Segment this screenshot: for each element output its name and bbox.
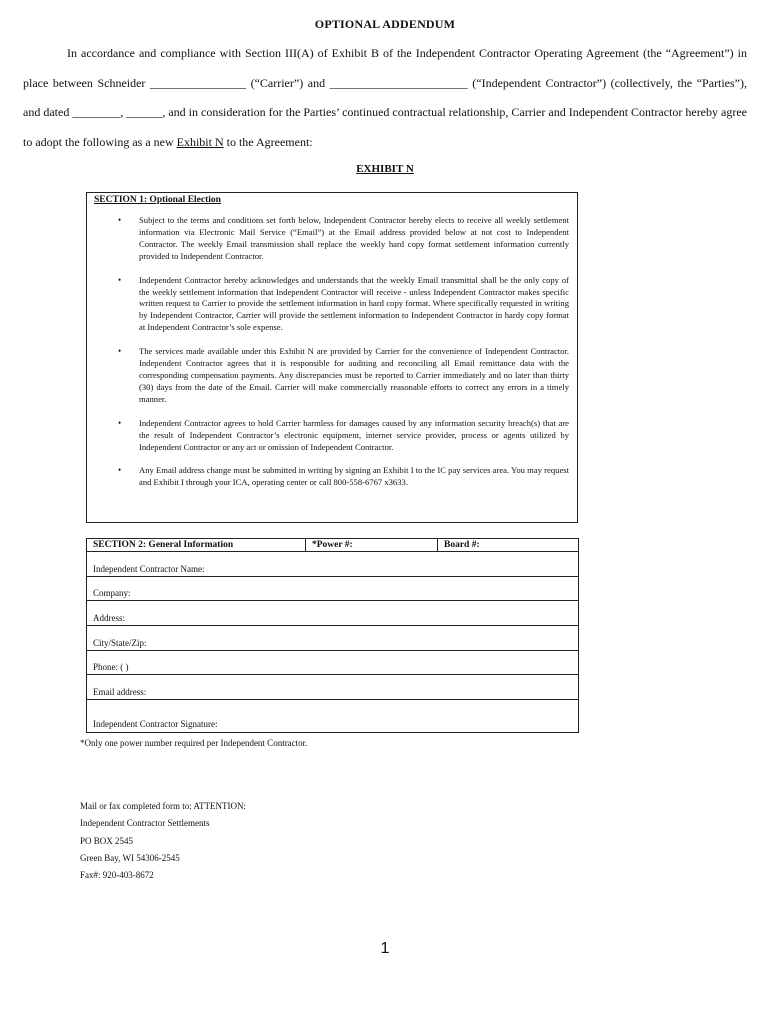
section-2-header-row	[87, 539, 578, 552]
section-1-heading: SECTION 1: Optional Election	[94, 195, 221, 205]
section-1-list	[87, 215, 577, 501]
mail-line: PO BOX 2545	[80, 835, 134, 846]
mail-line: Mail or fax completed form to: ATTENTION:	[80, 801, 246, 811]
list-item-text: Any Email address change must be submitted in writing by signing an Exhibit I to the IC pay services area. You may request and Exhibit I through your ICA, operating center or call 800-558-6767 x3633.	[139, 465, 569, 488]
field-label: Address:	[93, 613, 125, 623]
list-item	[87, 346, 577, 406]
section-2-heading: SECTION 2: General Information	[93, 540, 234, 550]
mail-line: Independent Contractor Settlements	[80, 818, 210, 829]
company-field[interactable]	[87, 577, 578, 601]
board-number-field[interactable]: Board #:	[444, 540, 480, 550]
mail-line: Green Bay, WI 54306-2545	[80, 852, 180, 863]
intro-text-2: to the Agreement:	[223, 134, 313, 149]
field-label: Company:	[93, 588, 131, 598]
phone-field[interactable]	[87, 651, 578, 675]
exhibit-n-reference: Exhibit N	[176, 134, 224, 149]
intro-text-1: In accordance and compliance with Section III(A) of Exhibit B of the Independent Contractor Operating Agreement (the “Agreement”) in place between Schneider ________________ (“Carrier”) and _______________________ (“Independent Contractor”) (collectively, the “Parties”), and dated ________, ______, and in consideration for the Parties’ continued contractual relationship, Carrier and Independent Contractor hereby agree to adopt the following as a new	[23, 46, 747, 149]
field-label: Independent Contractor Name:	[93, 564, 205, 574]
bullet-icon: •	[118, 346, 122, 357]
mail-line: Fax#: 920-403-8672	[80, 870, 154, 881]
bullet-icon: •	[118, 215, 122, 225]
section-1-box	[86, 192, 578, 523]
list-item-text: Subject to the terms and conditions set forth below, Independent Contractor hereby elects to receive all weekly settlement information via Electronic Mail Service (“Email”) at the Email address provided below at not cost to Independent Contractor. The weekly Email transmission shall replace the weekly hard copy format settlement information currently provided to Independent Contractor.	[139, 215, 569, 261]
signature-field[interactable]	[87, 700, 578, 732]
field-label: Independent Contractor Signature:	[93, 719, 218, 729]
list-item-text: Independent Contractor agrees to hold Carrier harmless for damages caused by any information security breach(s) that are the result of Independent Contractor’s electronic equipment, internet service provider, process or agents utilized by Independent Contractor or any act or omission of Independent Contractor.	[139, 417, 569, 452]
list-item	[87, 275, 577, 335]
field-label: City/State/Zip:	[93, 638, 147, 648]
list-item	[87, 465, 577, 489]
field-label: Email address:	[93, 687, 147, 697]
intro-paragraph	[23, 39, 747, 157]
bullet-icon: •	[118, 274, 122, 285]
section-2-table	[86, 538, 579, 733]
email-field[interactable]	[87, 675, 578, 700]
field-label: Phone: ( )	[93, 662, 129, 672]
power-number-note: *Only one power number required per Independent Contractor.	[80, 738, 308, 748]
city-state-zip-field[interactable]	[87, 626, 578, 651]
bullet-icon: •	[118, 417, 122, 428]
page-number: 1	[380, 940, 390, 957]
list-item	[87, 215, 577, 263]
exhibit-title: EXHIBIT N	[356, 163, 414, 175]
list-item-text: The services made available under this Exhibit N are provided by Carrier for the convenience of Independent Contractor. Independent Contractor agrees that it is responsible for auditing and reconciling all Email remittance data with the corresponding compensation payments. Any discrepancies must be reported to Carrier immediately and no later than thirty (30) days from the date of the Email. Carrier will make commercially reasonable efforts to correct any errors in a timely manner.	[139, 346, 569, 404]
address-field[interactable]	[87, 601, 578, 626]
power-number-field[interactable]: *Power #:	[312, 540, 353, 550]
bullet-icon: •	[118, 465, 122, 476]
document-title: OPTIONAL ADDENDUM	[314, 17, 456, 31]
list-item	[87, 418, 577, 454]
mailing-instructions	[80, 798, 246, 884]
contractor-name-field[interactable]	[87, 552, 578, 577]
list-item-text: Independent Contractor hereby acknowledges and understands that the weekly Email transmittal shall be the only copy of the weekly settlement information that Independent Contractor will receive - unless Independent Contractor makes specific written request to Carrier to provide the settlement information in hard copy format. Where specifically requested in writing by Independent Contractor, Carrier will provide the settlement information to Independent Contractor in hardy copy format at Independent Contractor’s sole expense.	[139, 274, 569, 333]
